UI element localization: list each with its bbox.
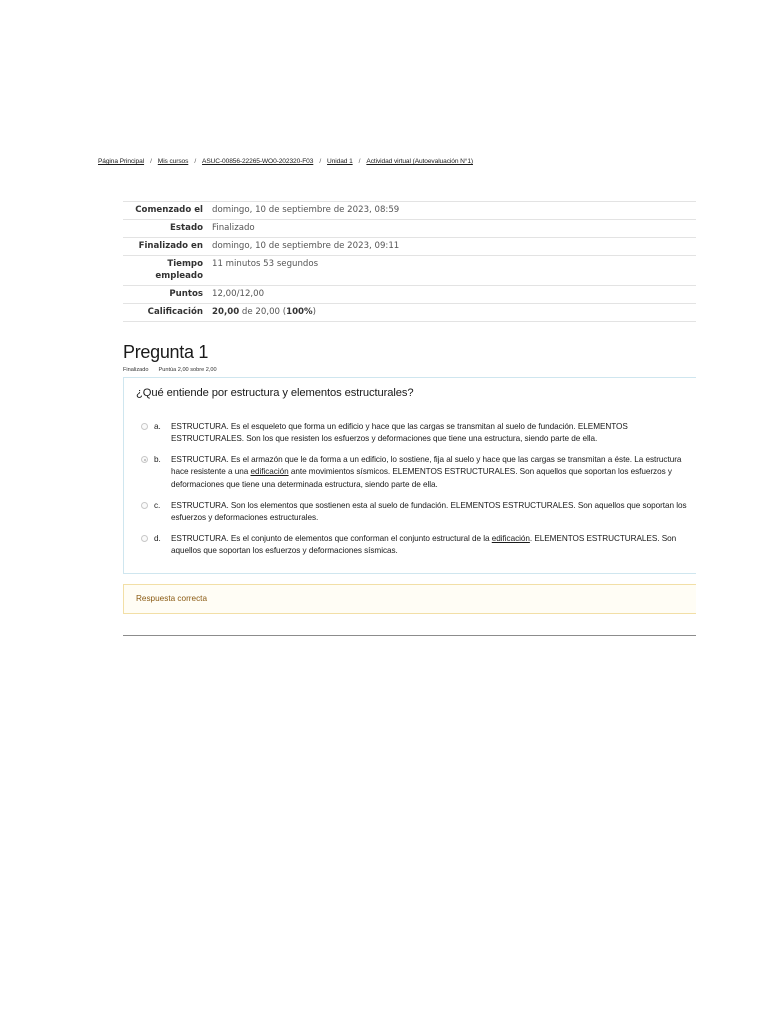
option-letter: b. — [154, 455, 161, 464]
summary-label: Calificación — [147, 307, 203, 317]
option-text: ESTRUCTURA. Es el esqueleto que forma un edificio y hace que las cargas se transmitan al suelo de fundación. ELEMENTOS ESTRUCTURALES. Son los que resisten los esfuerzos y deformaciones que tiene una estructura, siendo parte de ella. — [171, 422, 628, 444]
option-text — [171, 533, 697, 558]
summary-value: domingo, 10 de septiembre de 2023, 09:11 — [212, 241, 400, 251]
breadcrumb-separator: / — [358, 158, 361, 165]
summary-row-grade — [123, 303, 696, 322]
option-letter: d. — [154, 534, 161, 543]
radio-button-selected[interactable] — [141, 456, 148, 463]
attempt-summary-table — [123, 201, 696, 322]
breadcrumb-unit-link[interactable]: Unidad 1 — [327, 158, 353, 165]
option-text — [171, 454, 697, 491]
question-title: Pregunta 1 — [123, 342, 209, 362]
radio-button[interactable] — [141, 423, 148, 430]
summary-value — [212, 306, 696, 318]
summary-value: Finalizado — [212, 223, 255, 233]
radio-button[interactable] — [141, 502, 148, 509]
summary-value: 12,00/12,00 — [212, 289, 265, 299]
breadcrumb-separator: / — [194, 158, 197, 165]
breadcrumb-my-courses-link[interactable]: Mis cursos — [157, 158, 189, 165]
summary-value: 11 minutos 53 segundos — [212, 259, 319, 269]
feedback-text: Respuesta correcta — [136, 594, 207, 603]
section-divider — [123, 635, 696, 636]
option-text-part: ESTRUCTURA. Es el armazón que le da forma a un edificio, lo sostiene, fija al suelo y hace que las cargas se transmitan a éste. La estructura hace resistente a una — [171, 455, 682, 477]
grade-of: de 20,00 ( — [241, 307, 287, 317]
option-letter: c. — [154, 501, 161, 510]
grade-percent: 100% — [286, 307, 313, 317]
option-text: ESTRUCTURA. Son los elementos que sostienen esta al suelo de fundación. ELEMENTOS ESTRUCTURALES. Son aquellos que soportan los esfuerzos y deformaciones estructurales. — [171, 501, 687, 523]
answer-option-d[interactable] — [141, 533, 697, 558]
question-text: ¿Qué entiende por estructura y elementos estructurales? — [136, 387, 414, 399]
glossary-link[interactable]: edificación — [491, 534, 530, 543]
summary-row-points — [123, 285, 696, 303]
option-text-part: . ELEMENTOS ESTRUCTURALES. Son aquellos que soportan los esfuerzos y deformaciones sísmicas. — [171, 534, 677, 556]
summary-value: domingo, 10 de septiembre de 2023, 08:59 — [212, 205, 400, 215]
summary-label-line: empleado — [155, 271, 203, 281]
grade-value: 20,00 — [212, 307, 240, 317]
option-text-part: ESTRUCTURA. Es el conjunto de elementos que conforman el conjunto estructural de la — [171, 534, 492, 543]
option-text-part: ante movimientos sísmicos. ELEMENTOS ESTRUCTURALES. Son aquellos que soportan los esfuerzos y deformaciones que tiene una determinada estructura, siendo parte de ella. — [171, 467, 672, 489]
glossary-link[interactable]: edificación — [250, 467, 289, 477]
grade-close: ) — [312, 307, 317, 317]
breadcrumb-course-link[interactable]: ASUC-00856-22265-WO0-202320-F03 — [202, 158, 314, 165]
question-info — [123, 367, 217, 373]
breadcrumb-separator: / — [150, 158, 152, 165]
breadcrumb-activity-link[interactable]: Actividad virtual (Autoevaluación N°1) — [366, 158, 473, 165]
feedback-box — [123, 584, 696, 614]
answer-option-c[interactable] — [141, 500, 697, 525]
summary-row-started — [123, 201, 696, 219]
summary-row-state — [123, 219, 696, 237]
answer-option-a[interactable] — [141, 421, 697, 446]
summary-label: Puntos — [169, 289, 203, 299]
summary-label: Finalizado en — [138, 241, 203, 251]
summary-label — [123, 258, 212, 282]
summary-label-line: Tiempo — [167, 259, 203, 269]
question-state: Finalizado — [123, 367, 149, 373]
radio-button[interactable] — [141, 535, 148, 542]
summary-label: Estado — [170, 223, 203, 233]
question-score: Puntúa 2,00 sobre 2,00 — [158, 367, 217, 373]
question-content-box — [123, 377, 696, 574]
breadcrumb — [98, 158, 473, 165]
breadcrumb-home-link[interactable]: Página Principal — [98, 158, 145, 165]
breadcrumb-separator: / — [319, 158, 322, 165]
summary-row-finished — [123, 237, 696, 255]
summary-label: Comenzado el — [135, 205, 203, 215]
summary-row-time — [123, 255, 696, 285]
option-letter: a. — [154, 422, 161, 431]
answer-option-b[interactable] — [141, 454, 697, 491]
